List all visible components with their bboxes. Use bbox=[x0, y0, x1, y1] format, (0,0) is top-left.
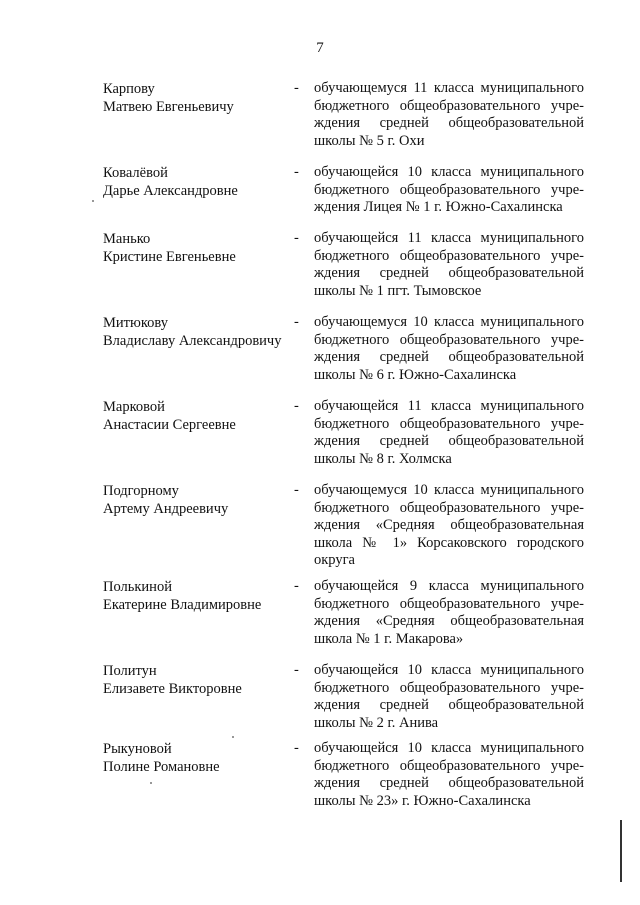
entry-dash: - bbox=[294, 230, 299, 246]
recipient-description-line: школы № 23» г. Южно-Сахалинска bbox=[314, 792, 531, 809]
recipient-description bbox=[314, 740, 584, 810]
recipient-name bbox=[103, 314, 293, 350]
recipient-description-line: школы № 1 пгт. Тымовское bbox=[314, 282, 482, 299]
recipient-description-line: ждения средней общеобразовательной bbox=[314, 115, 584, 132]
recipient-description-line: обучающейся 11 класса муниципального bbox=[314, 398, 584, 414]
recipient-name-line: Подгорному bbox=[103, 483, 179, 499]
recipient-name-line: Полине Романовне bbox=[103, 759, 220, 775]
entry-dash: - bbox=[294, 80, 299, 96]
recipient-description-line: ждения средней общеобразовательной bbox=[314, 349, 584, 366]
recipient-description-line: ждения «Средняя общеобразовательная bbox=[314, 613, 584, 630]
recipient-description-line: ждения Лицея № 1 г. Южно-Сахалинска bbox=[314, 199, 563, 216]
award-entry bbox=[0, 80, 640, 170]
recipient-name-line: Манько bbox=[103, 231, 151, 247]
recipient-description-line: школы № 6 г. Южно-Сахалинска bbox=[314, 366, 517, 383]
recipient-description-line: ждения «Средняя общеобразовательная bbox=[314, 517, 584, 534]
recipient-name-line: Политун bbox=[103, 663, 157, 679]
recipient-description-line: обучающемуся 10 класса муниципального bbox=[314, 482, 584, 498]
recipient-description-line: обучающейся 10 класса муниципального bbox=[314, 740, 584, 756]
recipient-name bbox=[103, 662, 293, 698]
recipient-description-line: обучающейся 10 класса муниципального bbox=[314, 662, 584, 678]
recipient-description-line: школа № 1 г. Макарова» bbox=[314, 630, 464, 647]
recipient-name bbox=[103, 398, 293, 434]
recipient-description bbox=[314, 398, 584, 468]
recipient-name-line: Митюкову bbox=[103, 315, 168, 331]
recipient-description-line: ждения средней общеобразовательной bbox=[314, 697, 584, 714]
recipient-name-line: Дарье Александровне bbox=[103, 183, 238, 199]
award-entry bbox=[0, 482, 640, 572]
award-entry bbox=[0, 398, 640, 488]
recipient-description-line: ждения средней общеобразовательной bbox=[314, 775, 584, 792]
recipient-description-line: округа bbox=[314, 552, 355, 569]
recipient-name-line: Полькиной bbox=[103, 579, 172, 595]
award-entry bbox=[0, 740, 640, 830]
recipient-description-line: бюджетного общеобразовательного учре- bbox=[314, 97, 584, 114]
recipient-name-line: Кристине Евгеньевне bbox=[103, 249, 236, 265]
recipient-description bbox=[314, 578, 584, 648]
recipient-description-line: бюджетного общеобразовательного учре- bbox=[314, 181, 584, 198]
entry-dash: - bbox=[294, 740, 299, 756]
recipient-description bbox=[314, 662, 584, 732]
recipient-name bbox=[103, 230, 293, 266]
recipient-description-line: бюджетного общеобразовательного учре- bbox=[314, 499, 584, 516]
award-entry bbox=[0, 578, 640, 668]
recipient-description-line: школы № 2 г. Анива bbox=[314, 714, 439, 731]
award-entry bbox=[0, 314, 640, 404]
entry-dash: - bbox=[294, 314, 299, 330]
scan-speck bbox=[92, 200, 94, 202]
recipient-description-line: бюджетного общеобразовательного учре- bbox=[314, 247, 584, 264]
recipient-description-line: бюджетного общеобразовательного учре- bbox=[314, 331, 584, 348]
recipient-name-line: Рыкуновой bbox=[103, 741, 172, 757]
scan-speck bbox=[150, 782, 152, 784]
recipient-description-line: ждения средней общеобразовательной bbox=[314, 433, 584, 450]
page-number: 7 bbox=[316, 40, 324, 56]
scan-edge-mark bbox=[620, 820, 622, 882]
recipient-description-line: бюджетного общеобразовательного учре- bbox=[314, 595, 584, 612]
recipient-description bbox=[314, 164, 584, 217]
entry-dash: - bbox=[294, 164, 299, 180]
recipient-description-line: обучающейся 10 класса муниципального bbox=[314, 164, 584, 180]
recipient-description-line: обучающемуся 10 класса муниципального bbox=[314, 314, 584, 330]
recipient-name-line: Матвею Евгеньевичу bbox=[103, 99, 234, 115]
recipient-name-line: Анастасии Сергеевне bbox=[103, 417, 236, 433]
recipient-description-line: школы № 8 г. Холмска bbox=[314, 450, 452, 467]
recipient-description-line: школа № 1» Корсаковского городского bbox=[314, 534, 584, 551]
recipient-description bbox=[314, 230, 584, 300]
recipient-description-line: школы № 5 г. Охи bbox=[314, 132, 425, 149]
award-entry bbox=[0, 230, 640, 320]
award-entry bbox=[0, 662, 640, 752]
entry-dash: - bbox=[294, 578, 299, 594]
recipient-name-line: Артему Андреевичу bbox=[103, 501, 229, 517]
recipient-description-line: обучающейся 11 класса муниципального bbox=[314, 230, 584, 246]
recipient-name-line: Владиславу Александровичу bbox=[103, 333, 282, 349]
recipient-name bbox=[103, 578, 293, 614]
recipient-name bbox=[103, 482, 293, 518]
recipient-description-line: бюджетного общеобразовательного учре- bbox=[314, 679, 584, 696]
recipient-description-line: бюджетного общеобразовательного учре- bbox=[314, 757, 584, 774]
recipient-description bbox=[314, 482, 584, 570]
recipient-name bbox=[103, 164, 293, 200]
recipient-description-line: обучающейся 9 класса муниципального bbox=[314, 578, 584, 594]
recipient-name-line: Екатерине Владимировне bbox=[103, 597, 262, 613]
recipient-name-line: Марковой bbox=[103, 399, 165, 415]
recipient-name bbox=[103, 80, 293, 116]
recipient-name-line: Ковалёвой bbox=[103, 165, 168, 181]
recipient-description-line: ждения средней общеобразовательной bbox=[314, 265, 584, 282]
recipient-name bbox=[103, 740, 293, 776]
recipient-name-line: Елизавете Викторовне bbox=[103, 681, 242, 697]
scan-speck bbox=[232, 736, 234, 738]
entry-dash: - bbox=[294, 398, 299, 414]
recipient-description-line: обучающемуся 11 класса муниципального bbox=[314, 80, 584, 96]
recipient-description-line: бюджетного общеобразовательного учре- bbox=[314, 415, 584, 432]
entry-dash: - bbox=[294, 662, 299, 678]
recipient-description bbox=[314, 314, 584, 384]
recipient-description bbox=[314, 80, 584, 150]
recipient-name-line: Карпову bbox=[103, 81, 155, 97]
entry-dash: - bbox=[294, 482, 299, 498]
